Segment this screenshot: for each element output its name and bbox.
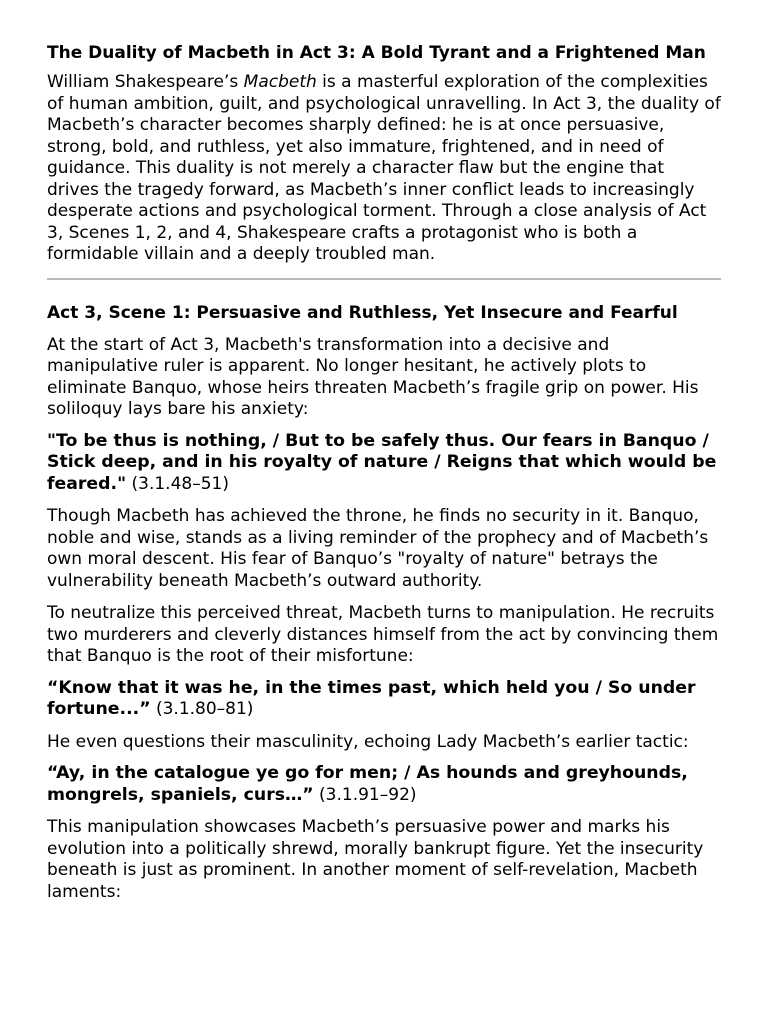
quote-citation: (3.1.80–81) (150, 699, 254, 719)
document-title: The Duality of Macbeth in Act 3: A Bold Tyrant and a Frightened Man (47, 43, 706, 63)
quote-citation: (3.1.48–51) (126, 473, 229, 494)
body-paragraph: This manipulation showcases Macbeth’s persuasive power and marks his evolution into a politically shrewd, morally bankrupt figure. Yet the insecurity beneath is just as prominent. In another moment of self-revelation, Macbeth laments: (47, 817, 704, 902)
intro-paragraph (47, 72, 721, 266)
section-divider (47, 278, 721, 280)
body-paragraph: Though Macbeth has achieved the throne, he finds no security in it. Banquo, noble and wise, stands as a living reminder of the prophecy and of Macbeth’s own moral descent. His fear of Banquo’s "royalty of nature" betrays the vulnerability beneath Macbeth’s outward authority. (47, 506, 709, 591)
body-paragraph: He even questions their masculinity, echoing Lady Macbeth’s earlier tactic: (47, 731, 689, 752)
intro-text-rest: is a masterful exploration of the complexities of human ambition, guilt, and psychological unravelling. In Act 3, the duality of Macbeth’s character becomes sharply defined: he is at once persuasive, strong, bold, and ruthless, yet also immature, frightened, and in need of guidance. This duality is not merely a character flaw but the engine that drives the tragedy forward, as Macbeth’s inner conflict leads to increasingly desperate actions and psychological torment. Through a close analysis of Act 3, Scenes 1, 2, and 4, Shakespeare crafts a protagonist who is both a formidable villain and a deeply troubled man. (47, 72, 721, 264)
quote-text: "To be thus is nothing, / But to be safely thus. Our fears in Banquo / Stick deep, and in his royalty of nature / Reigns that which would be feared." (47, 430, 717, 494)
quote-text: “Ay, in the catalogue ye go for men; / As hounds and greyhounds, mongrels, spaniels, curs…” (47, 763, 688, 805)
quote-citation: (3.1.91–92) (313, 784, 417, 805)
quote-text: “Know that it was he, in the times past, which held you / So under fortune...” (47, 677, 696, 719)
block-quote (47, 763, 721, 806)
play-title-italic: Macbeth (243, 72, 317, 92)
section-heading: Act 3, Scene 1: Persuasive and Ruthless, Yet Insecure and Fearful (47, 302, 678, 323)
body-paragraph: To neutralize this perceived threat, Macbeth turns to manipulation. He recruits two murderers and cleverly distances himself from the act by convincing them that Banquo is the root of their misfortune: (47, 603, 719, 666)
block-quote (47, 431, 721, 496)
intro-text-start: William Shakespeare’s (47, 72, 244, 92)
block-quote (47, 678, 721, 721)
body-paragraph: At the start of Act 3, Macbeth's transformation into a decisive and manipulative ruler is apparent. No longer hesitant, he actively plots to eliminate Banquo, whose heirs threaten Macbeth’s fragile grip on power. His soliloquy lays bare his anxiety: (47, 334, 699, 419)
